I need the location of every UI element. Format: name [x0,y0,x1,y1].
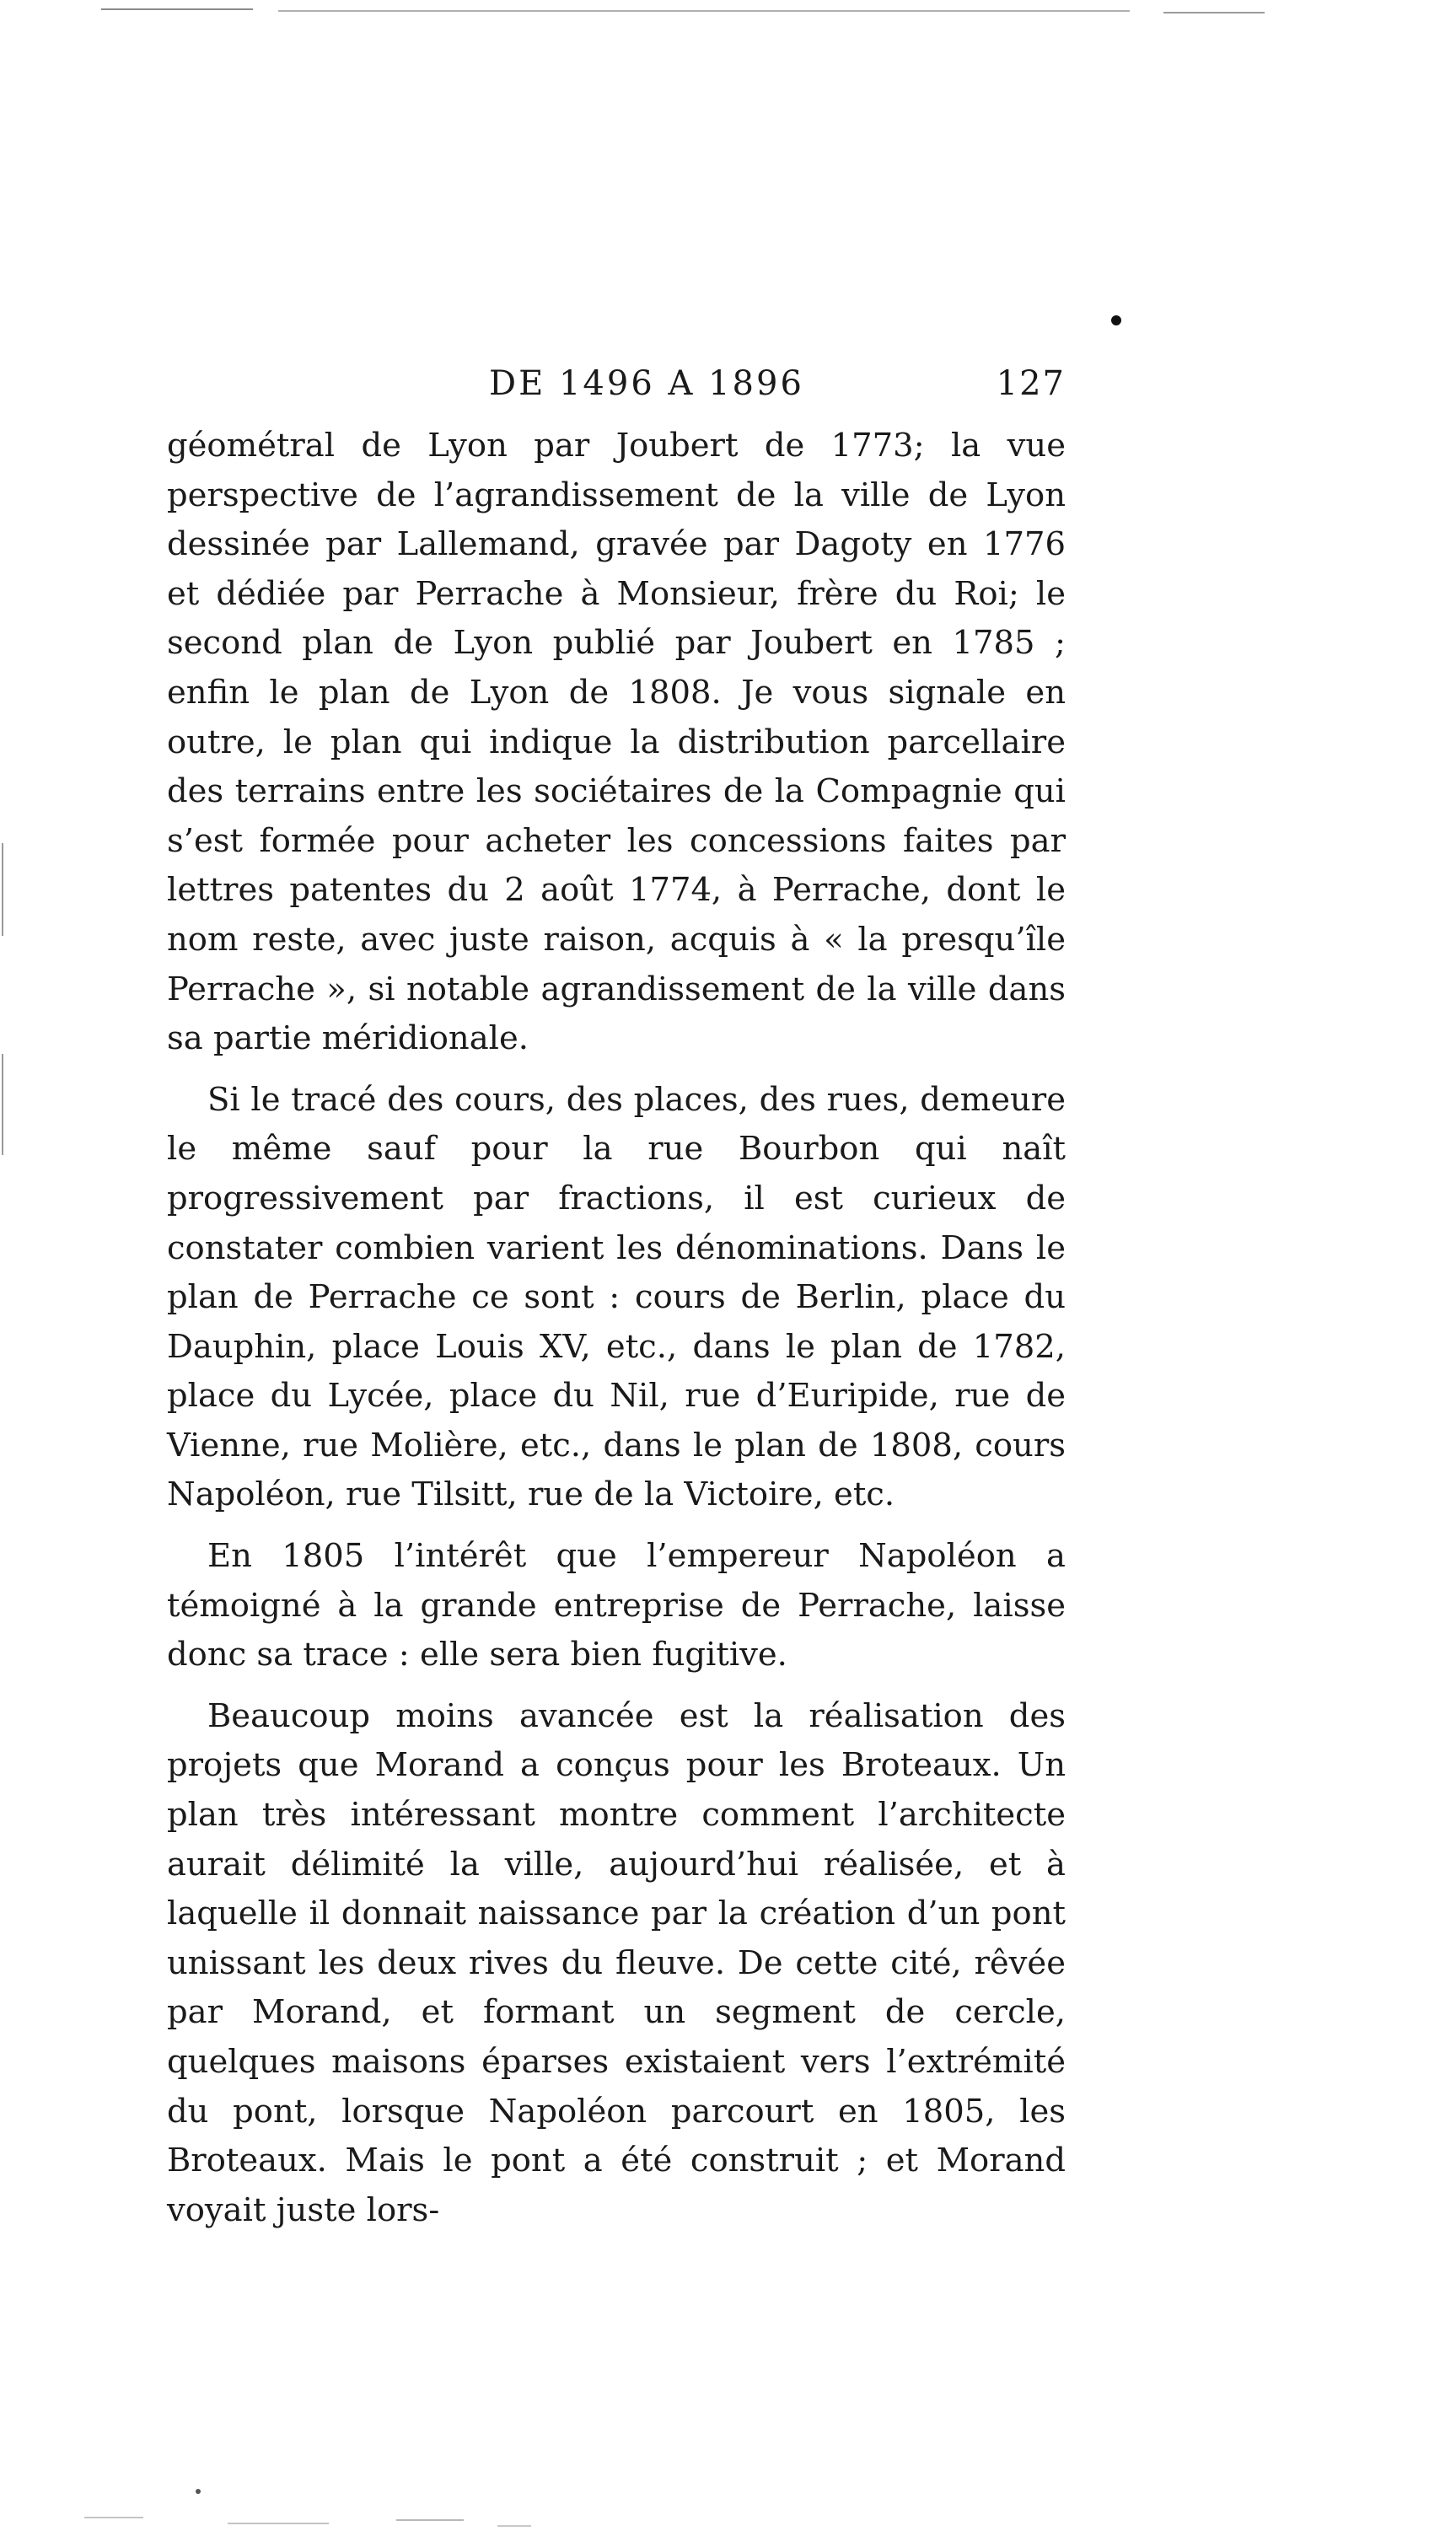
bottom-edge-mark [84,2517,143,2518]
margin-mark [2,1054,3,1155]
margin-mark [2,843,3,936]
bottom-edge-mark [396,2519,464,2521]
running-header [169,364,1066,415]
bottom-edge-mark [228,2523,329,2524]
ink-dot [196,2489,201,2494]
top-edge-mark [1163,12,1265,13]
top-edge-mark [278,10,1130,12]
body-text [167,422,1066,2235]
running-title: DE 1496 A 1896 [489,364,804,403]
top-edge-mark [101,8,253,10]
bottom-edge-mark [497,2525,531,2527]
page-number: 127 [996,364,1066,403]
paragraph: Si le tracé des cours, des places, des rues, demeure le même sauf pour la rue Bourbon qui naît progressivement par fractions, il est curieux de constater combien varient les dénominations. Dans le plan de Perrache ce sont : cours de Berlin, place du Dauphin, place Louis XV, etc., dans le plan de 1782, place du Lycée, place du Nil, rue d’Euripide, rue de Vienne, rue Molière, etc., dans le plan de 1808, cours Napoléon, rue Tilsitt, rue de la Victoire, etc. [167,1080,1066,1514]
paragraph: géométral de Lyon par Joubert de 1773; la vue perspective de l’agrandissement de la ville de Lyon dessinée par Lallemand, gravée par Dagoty en 1776 et dédiée par Perrache à Monsieur, frère du Roi; le second plan de Lyon publié par Joubert en 1785 ; enfin le plan de Lyon de 1808. Je vous signale en outre, le plan qui indique la distribution parcellaire des terrains entre les sociétaires de la Compagnie qui s’est formée pour acheter les concessions faites par lettres patentes du 2 août 1774, à Perrache, dont le nom reste, avec juste raison, acquis à « la presqu’île Perrache », si notable agrandissement de la ville dans sa partie méridionale. [167,427,1066,1058]
paragraph: En 1805 l’intérêt que l’empereur Napoléon a témoigné à la grande entreprise de Perrache, laisse donc sa trace : elle sera bien fugitive. [167,1537,1066,1674]
ink-dot [1111,315,1121,325]
paragraph: Beaucoup moins avancée est la réalisation des projets que Morand a conçus pour les Broteaux. Un plan très intéressant montre comment l’architecte aurait délimité la ville, aujourd’hui réalisée, et à laquelle il donnait naissance par la création d’un pont unissant les deux rives du fleuve. De cette cité, rêvée par Morand, et formant un segment de cercle, quelques maisons éparses existaient vers l’extrémité du pont, lorsque Napoléon parcourt en 1805, les Broteaux. Mais le pont a été construit ; et Morand voyait juste lors- [167,1696,1066,2229]
